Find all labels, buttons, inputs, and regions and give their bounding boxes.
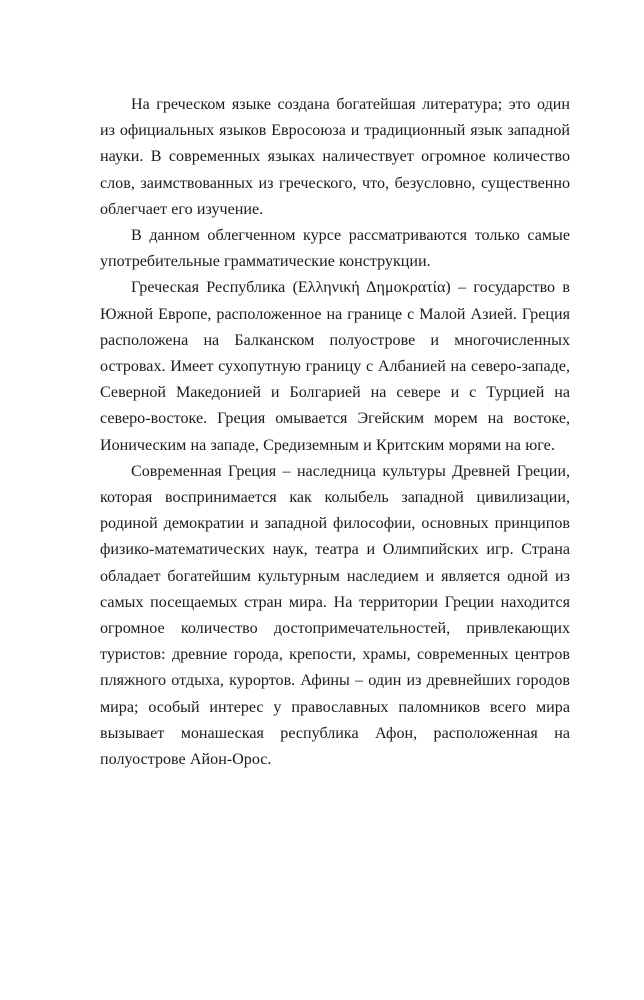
paragraph: Современная Греция – наследница культуры Древней Греции, которая воспринимается как колыбель западной цивилизации, родиной демократии и западной философии, основных принципов физико-математических наук, театра и Олимпийских игр. Страна обладает богатейшим культурным наследием и является одной из самых посещаемых стран мира. На территории Греции находится огромное количество достопримечательностей, привлекающих туристов: древние города, крепости, храмы, современных центров пляжного отдыха, курортов. Афины – один из древнейших городов мира; особый интерес у православных паломников всего мира вызывает монашеская республика Афон, расположенная на полуострове Айон-Орос. [100,462,570,769]
paragraph: В данном облегченном курсе рассматриваются только самые употребительные грамматические конструкции. [100,227,570,271]
body-text-column [100,92,570,773]
paragraph: На греческом языке создана богатейшая литература; это один из официальных языков Евросоюза и традиционный язык западной науки. В современных языках наличествует огромное количество слов, заимствованных из греческого, что, безусловно, существенно облегчает его изучение. [100,96,570,218]
paragraph: Греческая Республика (Ελληνική Δημοκρατία) – государство в Южной Европе, расположенное на границе с Малой Азией. Греция расположена на Балканском полуострове и многочисленных островах. Имеет сухопутную границу с Албанией на северо-западе, Северной Македонией и Болгарией на севере и с Турцией на северо-востоке. Греция омывается Эгейским морем на востоке, Ионическим на западе, Средиземным и Критским морями на юге. [100,279,570,454]
